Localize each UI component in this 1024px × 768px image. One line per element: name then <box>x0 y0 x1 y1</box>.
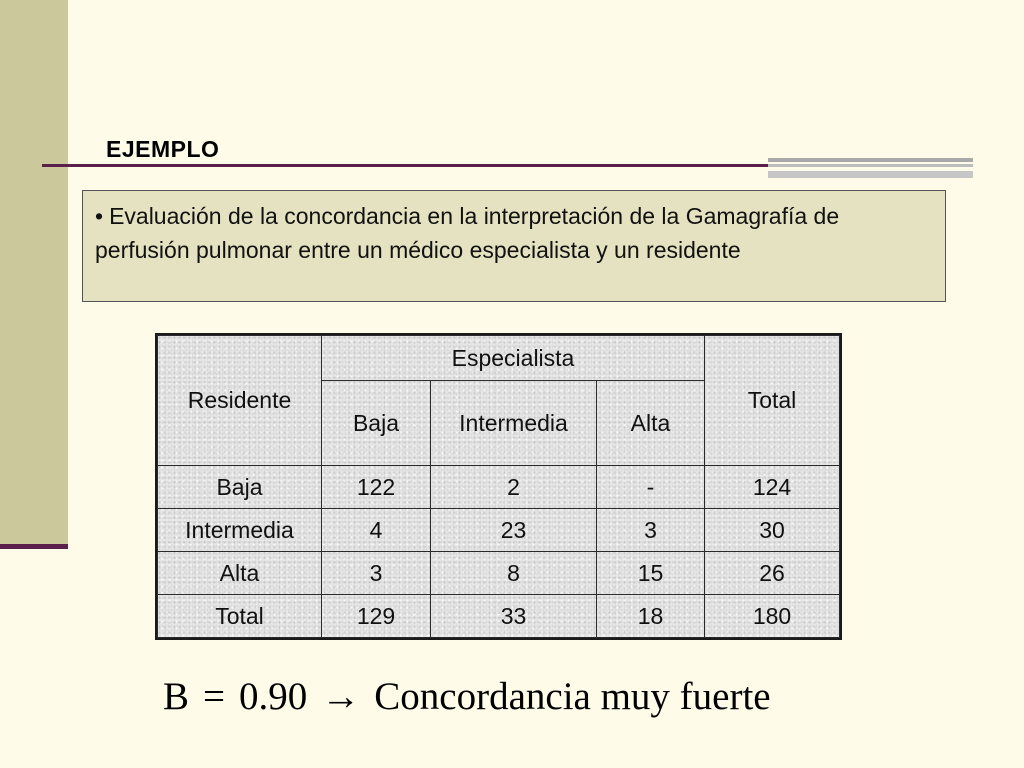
table-cell: 15 <box>597 552 705 595</box>
arrow-icon: → <box>321 675 361 718</box>
table-cell: 3 <box>322 552 431 595</box>
formula-result: Concordancia muy fuerte <box>374 675 771 718</box>
row-label: Intermedia <box>158 509 322 552</box>
formula-value: 0.90 <box>239 675 308 718</box>
column-header-intermedia: Intermedia <box>431 381 597 466</box>
row-total: 26 <box>705 552 840 595</box>
left-bar-underline <box>0 544 68 549</box>
table-cell: 18 <box>597 595 705 638</box>
table-row <box>158 466 840 509</box>
table-cell: 8 <box>431 552 597 595</box>
row-total: 30 <box>705 509 840 552</box>
decorative-rule <box>768 158 973 162</box>
row-label: Baja <box>158 466 322 509</box>
heading-rule <box>42 164 768 167</box>
decorative-rule <box>768 171 973 178</box>
decorative-rule <box>768 164 973 167</box>
table-row <box>158 552 840 595</box>
slide-heading: EJEMPLO <box>106 136 220 162</box>
bullet-marker: • <box>95 203 104 229</box>
column-header-alta: Alta <box>597 381 705 466</box>
row-total: 180 <box>705 595 840 638</box>
left-decorative-bar <box>0 0 68 546</box>
table-cell: 3 <box>597 509 705 552</box>
row-label: Total <box>158 595 322 638</box>
column-header-total: Total <box>705 336 840 466</box>
formula-lhs: B <box>163 675 190 718</box>
row-total: 124 <box>705 466 840 509</box>
group-header-especialista: Especialista <box>322 336 705 381</box>
table-cell: 122 <box>322 466 431 509</box>
table-cell: 4 <box>322 509 431 552</box>
table-row <box>158 595 840 638</box>
kappa-formula <box>163 674 771 719</box>
description-text: Evaluación de la concordancia en la interpretación de la Gamagrafía de perfusión pulmonar entre un médico especialista y un residente <box>95 203 840 263</box>
table-cell: 23 <box>431 509 597 552</box>
row-label: Alta <box>158 552 322 595</box>
table-cell: 2 <box>431 466 597 509</box>
table-row <box>158 509 840 552</box>
column-header-baja: Baja <box>322 381 431 466</box>
concordance-table <box>157 335 840 638</box>
table-cell: - <box>597 466 705 509</box>
row-header-residente: Residente <box>158 336 322 466</box>
concordance-table-container <box>155 333 842 640</box>
description-box <box>82 190 946 302</box>
equals-sign: = <box>203 675 226 718</box>
table-cell: 33 <box>431 595 597 638</box>
table-cell: 129 <box>322 595 431 638</box>
